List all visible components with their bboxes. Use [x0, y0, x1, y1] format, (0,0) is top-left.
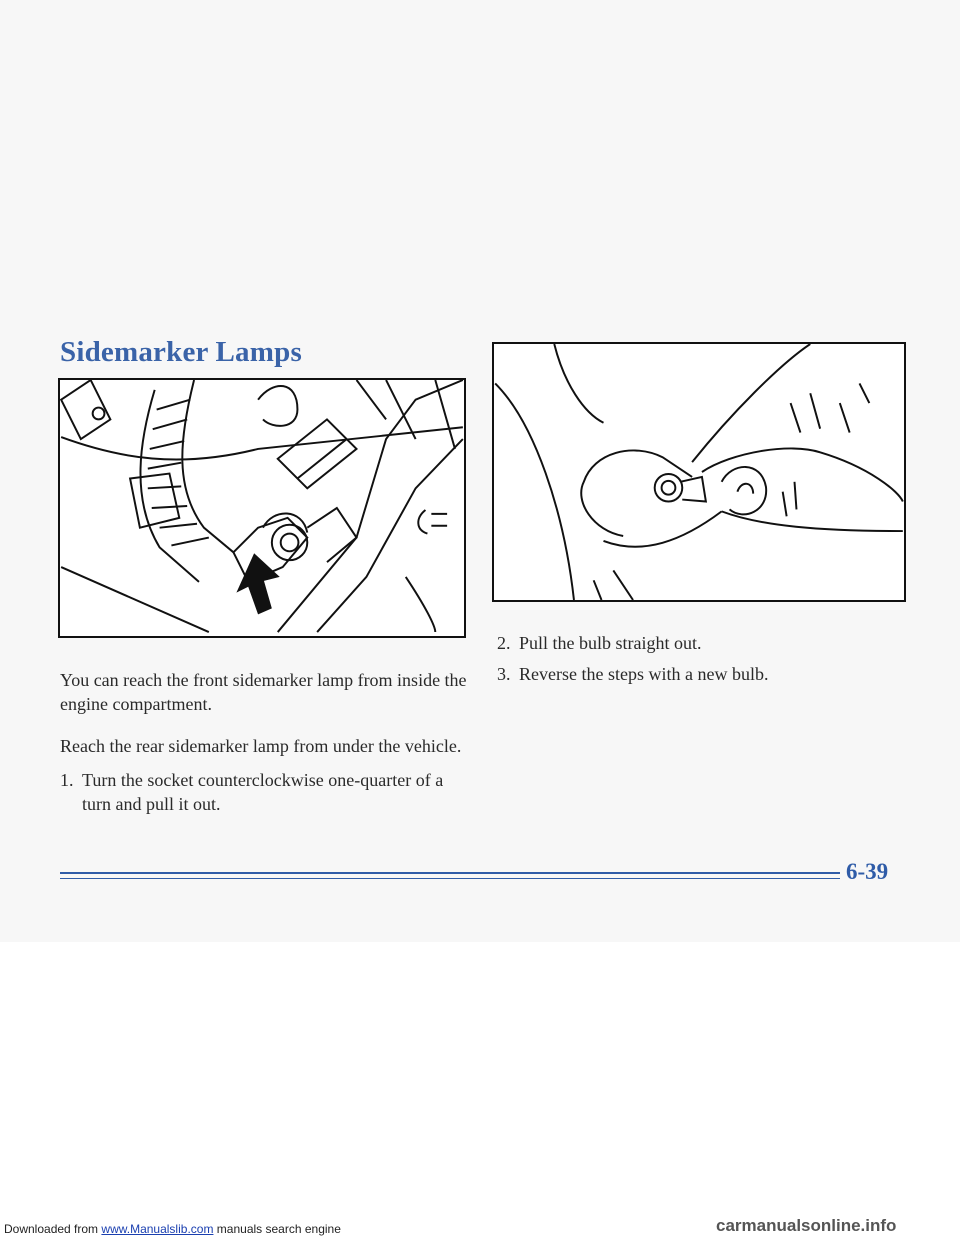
footer-rule [60, 872, 840, 874]
step-text: Turn the socket counterclockwise one-quarter of a turn and pull it out. [82, 770, 444, 814]
step-item [497, 631, 897, 657]
watermark-text: carmanualsonline.info [716, 1216, 897, 1235]
download-suffix: manuals search engine [216, 1222, 341, 1236]
paragraph-front-lamp: You can reach the front sidemarker lamp from inside the engine compartment. [60, 670, 467, 714]
hand-bulb-drawing [494, 344, 904, 600]
step-text: Pull the bulb straight out. [519, 633, 702, 653]
step-text: Reverse the steps with a new bulb. [519, 664, 769, 684]
page-number: 6-39 [846, 859, 889, 884]
download-footer [4, 1222, 341, 1236]
step-number: 1. [60, 770, 74, 790]
paragraph-rear-lamp: Reach the rear sidemarker lamp from under the vehicle. [60, 736, 462, 756]
step-number: 2. [497, 633, 511, 653]
step-item [60, 768, 470, 818]
footer-rule-thin [60, 878, 840, 879]
page-title: Sidemarker Lamps [60, 336, 302, 368]
step-number: 3. [497, 664, 511, 684]
sidemarker-socket-illustration [58, 378, 466, 638]
socket-drawing [60, 380, 464, 636]
step-item [497, 662, 897, 688]
download-prefix: Downloaded from [4, 1222, 99, 1236]
bulb-removal-illustration [492, 342, 906, 602]
manualslib-link[interactable]: www.Manualslib.com [101, 1222, 214, 1236]
